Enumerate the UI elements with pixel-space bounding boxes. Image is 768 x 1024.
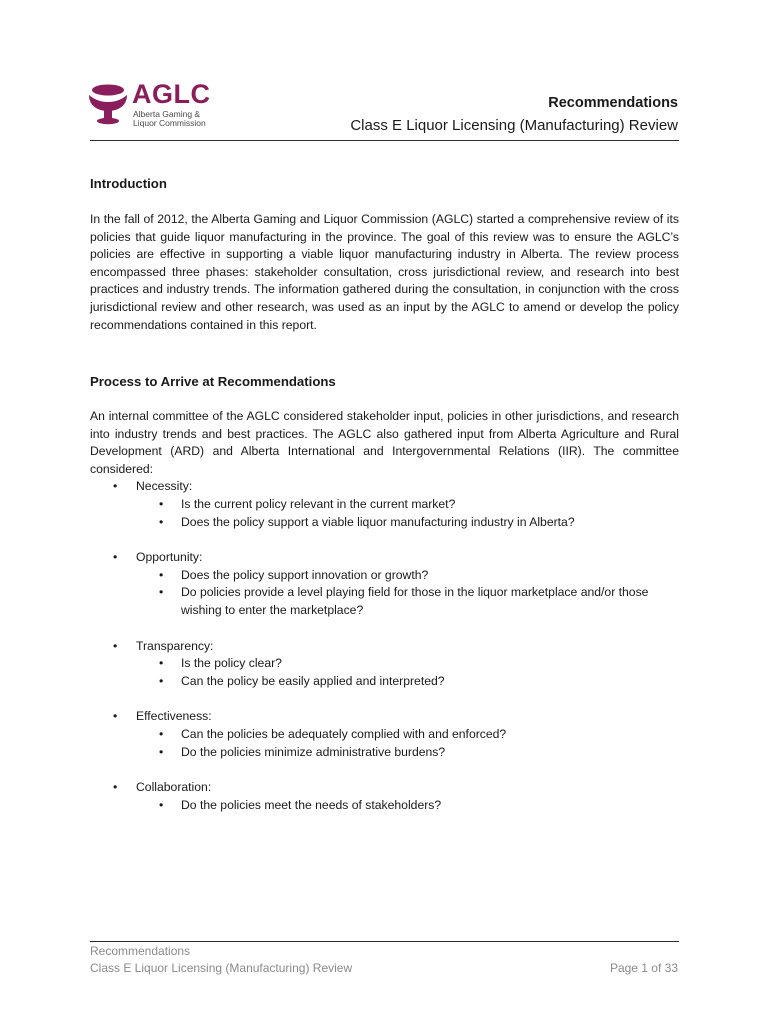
introduction-heading: Introduction bbox=[90, 176, 167, 191]
footer-subtitle: Class E Liquor Licensing (Manufacturing) Review bbox=[90, 961, 353, 975]
process-heading: Process to Arrive at Recommendations bbox=[90, 374, 336, 389]
criteria-label: Opportunity: bbox=[136, 549, 203, 564]
criteria-question bbox=[136, 797, 679, 815]
criteria-question bbox=[136, 655, 679, 673]
criteria-question bbox=[136, 567, 679, 585]
criteria-label: Effectiveness: bbox=[136, 709, 212, 724]
aglc-logo bbox=[86, 78, 226, 130]
criteria-questions bbox=[136, 567, 679, 620]
bullet-icon: • bbox=[159, 674, 164, 689]
question-text: Does the policy support a viable liquor manufacturing industry in Alberta? bbox=[181, 514, 575, 529]
criteria-item bbox=[90, 638, 679, 691]
header-title: Recommendations bbox=[548, 95, 678, 111]
page-number: Page 1 of 33 bbox=[609, 961, 678, 975]
criteria-questions bbox=[136, 726, 679, 762]
bullet-icon: • bbox=[113, 780, 118, 795]
bullet-icon: • bbox=[113, 549, 118, 564]
question-text: Do the policies minimize administrative burdens? bbox=[181, 745, 446, 760]
criteria-item bbox=[90, 708, 679, 761]
criteria-question bbox=[136, 673, 679, 691]
criteria-question bbox=[136, 514, 679, 532]
bullet-icon: • bbox=[159, 656, 164, 671]
question-text: Can the policy be easily applied and interpreted? bbox=[181, 674, 445, 689]
logo-wordmark: AGLC bbox=[132, 79, 211, 109]
question-text: Do policies provide a level playing field for those in the liquor marketplace and/or those wishing to enter the marketplace? bbox=[181, 585, 649, 618]
criteria-item bbox=[90, 478, 679, 531]
criteria-questions bbox=[136, 797, 679, 815]
bullet-icon: • bbox=[159, 727, 164, 742]
criteria-question bbox=[136, 744, 679, 762]
bullet-icon: • bbox=[159, 798, 164, 813]
bullet-icon: • bbox=[113, 479, 118, 493]
criteria-label: Collaboration: bbox=[136, 780, 212, 795]
bullet-icon: • bbox=[159, 745, 164, 760]
question-text: Is the current policy relevant in the current market? bbox=[181, 496, 456, 511]
aglc-logo-mark-icon bbox=[86, 78, 130, 126]
question-text: Does the policy support innovation or growth? bbox=[181, 567, 429, 582]
bullet-icon: • bbox=[159, 496, 164, 511]
logo-line-2: Liquor Commission bbox=[133, 118, 206, 128]
bullet-icon: • bbox=[159, 567, 164, 582]
question-text: Can the policies be adequately complied with and enforced? bbox=[181, 727, 507, 742]
criteria-item bbox=[90, 779, 679, 815]
question-text: Is the policy clear? bbox=[181, 656, 282, 671]
criteria-list bbox=[90, 478, 679, 832]
bullet-icon: • bbox=[159, 585, 164, 600]
criteria-label: Necessity: bbox=[136, 479, 193, 493]
bullet-icon: • bbox=[159, 514, 164, 529]
footer-title: Recommendations bbox=[90, 944, 191, 958]
introduction-paragraph: In the fall of 2012, the Alberta Gaming and Liquor Commission (AGLC) started a comprehensive review of its policies that guide liquor manufacturing in the province. The goal of this review was to ensure the AGLC’s policies are effective in supporting a viable liquor manufacturing industry in Alberta. The review process encompassed three phases: stakeholder consultation, cross jurisdictional review, and research into best practices and industry trends. The information gathered during the consultation, in conjunction with the cross jurisdictional review and other research, was used as an input by the AGLC to amend or develop the policy recommendations contained in this report. bbox=[90, 212, 679, 332]
bullet-icon: • bbox=[113, 709, 118, 724]
header-divider bbox=[90, 140, 679, 141]
criteria-question bbox=[136, 496, 679, 514]
footer-divider bbox=[90, 941, 679, 942]
criteria-label: Transparency: bbox=[136, 638, 214, 653]
criteria-questions bbox=[136, 496, 679, 532]
process-paragraph: An internal committee of the AGLC considered stakeholder input, policies in other jurisdictions, and research into industry trends and best practices. The AGLC also gathered input from Alberta Agriculture and Rural Development (ARD) and Alberta International and Intergovernmental Relations (IIR). The committee considered: bbox=[90, 409, 679, 476]
criteria-item bbox=[90, 549, 679, 620]
header-subtitle: Class E Liquor Licensing (Manufacturing) Review bbox=[350, 117, 678, 134]
criteria-question bbox=[136, 726, 679, 744]
bullet-icon: • bbox=[113, 638, 118, 653]
question-text: Do the policies meet the needs of stakeholders? bbox=[181, 798, 442, 813]
criteria-questions bbox=[136, 655, 679, 691]
logo-line-1: Alberta Gaming & bbox=[133, 109, 201, 119]
criteria-question bbox=[136, 584, 679, 620]
